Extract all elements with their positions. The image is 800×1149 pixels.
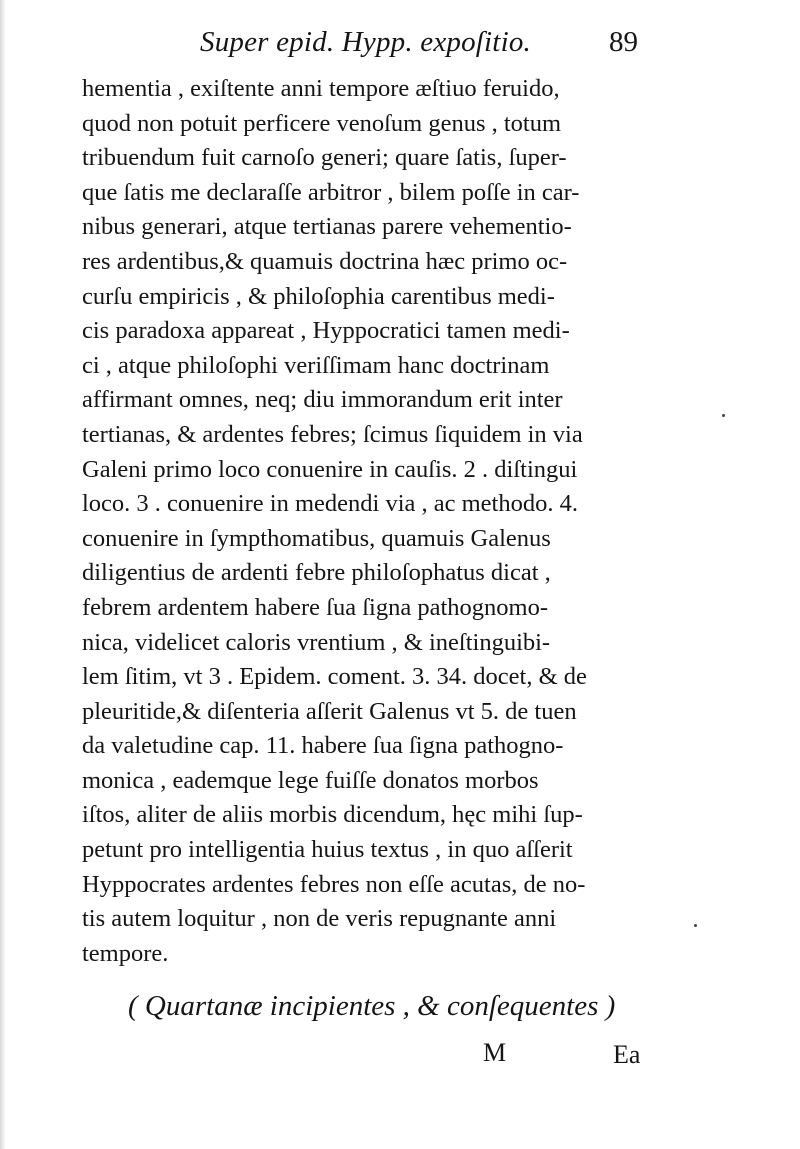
text-line: tribuendum fuit carnoſo generi; quare ſatis, ſuper-: [82, 144, 567, 172]
text-line: lem ſitim, vt 3 . Epidem. coment. 3. 34. docet, & de: [82, 663, 587, 691]
text-line: cis paradoxa appareat , Hyppocratici tamen medi-: [82, 317, 570, 345]
page-number: 89: [609, 26, 638, 58]
text-line: affirmant omnes, neq; diu immorandum erit inter: [82, 386, 563, 414]
ink-speck: [722, 414, 725, 417]
text-line: Galeni primo loco conuenire in cauſis. 2 . diſtingui: [82, 455, 578, 483]
signature-mark: M: [483, 1038, 507, 1067]
text-line: febrem ardentem habere ſua ſigna pathognomo-: [82, 593, 548, 621]
section-heading: ( Quartanæ incipientes , & conſequentes ): [128, 990, 616, 1022]
text-line: iſtos, aliter de aliis morbis dicendum, hęc mihi ſup-: [82, 801, 583, 829]
text-line: da valetudine cap. 11. habere ſua ſigna pathogno-: [82, 732, 564, 760]
page-header: [0, 22, 800, 72]
text-line: quod non potuit perficere venoſum genus , totum: [82, 109, 562, 137]
text-line: pleuritide,& diſenteria aſſerit Galenus vt 5. de tuen: [82, 697, 577, 725]
text-line: tis autem loquitur , non de veris repugnante anni: [82, 905, 557, 933]
text-line: ci , atque philoſophi veriſſimam hanc doctrinam: [82, 351, 550, 379]
body-text: [82, 72, 682, 971]
scan-edge: [0, 0, 6, 1149]
text-line: monica , eademque lege fuiſſe donatos morbos: [82, 766, 539, 794]
ink-speck: [694, 924, 697, 927]
catchword: Ea: [613, 1040, 641, 1069]
text-line: curſu empiricis , & philoſophia carentibus medi-: [82, 282, 555, 310]
text-line: res ardentibus,& quamuis doctrina hæc primo oc-: [82, 247, 568, 275]
text-line: hementia , exiſtente anni tempore æſtiuo feruido,: [82, 75, 560, 102]
text-line: diligentius de ardenti febre philoſophatus dicat ,: [82, 559, 551, 587]
text-line: Hyppocrates ardentes febres non eſſe acutas, de no-: [82, 870, 586, 898]
text-line: petunt pro intelligentia huius textus , in quo aſſerit: [82, 836, 573, 864]
text-line: nibus generari, atque tertianas parere vehementio-: [82, 213, 572, 241]
text-line: loco. 3 . conuenire in medendi via , ac methodo. 4.: [82, 490, 578, 518]
text-line: tertianas, & ardentes febres; ſcimus ſiquidem in via: [82, 420, 583, 448]
text-line: que ſatis me declaraſſe arbitror , bilem poſſe in car-: [82, 178, 580, 206]
text-line: conuenire in ſympthomatibus, quamuis Galenus: [82, 524, 551, 552]
text-line: nica, videlicet caloris vrentium , & ineſtinguibi-: [82, 628, 551, 656]
running-title: Super epid. Hypp. expoſitio.: [200, 26, 531, 58]
text-line: tempore.: [82, 939, 169, 967]
